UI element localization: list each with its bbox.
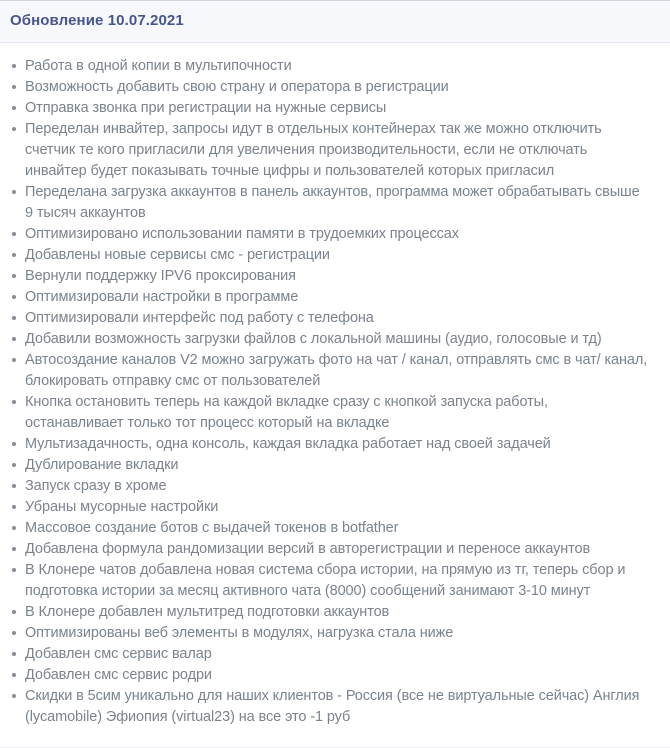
bullet-icon bbox=[12, 190, 16, 194]
list-item-text: Возможность добавить свою страну и оператора в регистрации bbox=[25, 79, 449, 95]
list-item bbox=[10, 686, 648, 728]
list-item-text: Автосоздание каналов V2 можно загружать фото на чат / канал, отправлять смс в чат/ канал, блокировать отправку смс от пользователей bbox=[25, 352, 648, 389]
list-item-text: Оптимизированы веб элементы в модулях, нагрузка стала ниже bbox=[25, 625, 454, 641]
bullet-icon bbox=[12, 694, 16, 698]
bullet-icon bbox=[12, 568, 16, 572]
list-item bbox=[10, 392, 648, 434]
changelog-body bbox=[0, 43, 670, 744]
list-item-text: Вернули поддержку IPV6 проксирования bbox=[25, 268, 296, 284]
list-item-text: Добавлена формула рандомизации версий в авторегистрации и переносе аккаунтов bbox=[25, 541, 591, 557]
bullet-icon bbox=[12, 526, 16, 530]
changelog-list bbox=[10, 56, 648, 728]
bullet-icon bbox=[12, 232, 16, 236]
list-item bbox=[10, 224, 648, 245]
list-item-text: Скидки в 5сим уникально для наших клиентов - Россия (все не виртуальные сейчас) Англия (lycamobile) Эфиопия (virtual23) на все это -1 руб bbox=[25, 688, 640, 725]
list-item bbox=[10, 287, 648, 308]
list-item bbox=[10, 98, 648, 119]
list-item-text: Оптимизировали интерфейс под работу с телефона bbox=[25, 310, 374, 326]
list-item-text: Добавлен смс сервис родри bbox=[25, 667, 212, 683]
list-item bbox=[10, 644, 648, 665]
bullet-icon bbox=[12, 64, 16, 68]
bullet-icon bbox=[12, 547, 16, 551]
bullet-icon bbox=[12, 337, 16, 341]
bullet-icon bbox=[12, 85, 16, 89]
list-item bbox=[10, 602, 648, 623]
list-item-text: Переделан инвайтер, запросы идут в отдельных контейнерах так же можно отключить счетчик те кого пригласили для увеличения производительности, если не отключать инвайтер будет показывать точные цифры и пользователей которых пригласил bbox=[25, 121, 602, 179]
bullet-icon bbox=[12, 505, 16, 509]
bullet-icon bbox=[12, 442, 16, 446]
list-item-text: Оптимизировали настройки в программе bbox=[25, 289, 299, 305]
list-item bbox=[10, 497, 648, 518]
list-item bbox=[10, 329, 648, 350]
bullet-icon bbox=[12, 631, 16, 635]
list-item-text: Добавлены новые сервисы смс - регистрации bbox=[25, 247, 330, 263]
list-item-text: Переделана загрузка аккаунтов в панель аккаунтов, программа может обрабатывать свыше 9 тысяч аккаунтов bbox=[25, 184, 640, 221]
list-item-text: В Клонере чатов добавлена новая система сбора истории, на прямую из тг, теперь сбор и подготовка истории за месяц активного чата (8000) сообщений занимают 3-10 минут bbox=[25, 562, 626, 599]
list-item-text: Отправка звонка при регистрации на нужные сервисы bbox=[25, 100, 387, 116]
page-title: Обновление 10.07.2021 bbox=[10, 12, 184, 29]
list-item bbox=[10, 266, 648, 287]
list-item-text: Добавлен смс сервис валар bbox=[25, 646, 212, 662]
list-item bbox=[10, 434, 648, 455]
bullet-icon bbox=[12, 463, 16, 467]
list-item-text: Убраны мусорные настройки bbox=[25, 499, 219, 515]
list-item bbox=[10, 56, 648, 77]
list-item bbox=[10, 350, 648, 392]
list-item-text: Запуск сразу в хроме bbox=[25, 478, 167, 494]
bullet-icon bbox=[12, 106, 16, 110]
bullet-icon bbox=[12, 253, 16, 257]
bullet-icon bbox=[12, 358, 16, 362]
bullet-icon bbox=[12, 400, 16, 404]
list-item bbox=[10, 308, 648, 329]
bullet-icon bbox=[12, 295, 16, 299]
list-item bbox=[10, 623, 648, 644]
list-item bbox=[10, 119, 648, 182]
list-item-text: Массовое создание ботов с выдачей токенов в botfather bbox=[25, 520, 399, 536]
list-item-text: Мультизадачность, одна консоль, каждая вкладка работает над своей задачей bbox=[25, 436, 551, 452]
bullet-icon bbox=[12, 127, 16, 131]
list-item bbox=[10, 77, 648, 98]
list-item bbox=[10, 518, 648, 539]
changelog-header bbox=[0, 1, 670, 43]
list-item-text: В Клонере добавлен мультитред подготовки аккаунтов bbox=[25, 604, 390, 620]
bullet-icon bbox=[12, 673, 16, 677]
list-item-text: Оптимизировано использовании памяти в трудоемких процессах bbox=[25, 226, 459, 242]
bullet-icon bbox=[12, 652, 16, 656]
list-item bbox=[10, 455, 648, 476]
list-item bbox=[10, 539, 648, 560]
bullet-icon bbox=[12, 610, 16, 614]
list-item bbox=[10, 560, 648, 602]
bullet-icon bbox=[12, 316, 16, 320]
list-item bbox=[10, 476, 648, 497]
list-item-text: Работа в одной копии в мультипочности bbox=[25, 58, 292, 74]
list-item bbox=[10, 665, 648, 686]
list-item bbox=[10, 245, 648, 266]
bullet-icon bbox=[12, 274, 16, 278]
bullet-icon bbox=[12, 484, 16, 488]
list-item-text: Добавили возможность загрузки файлов с локальной машины (аудио, голосовые и тд) bbox=[25, 331, 602, 347]
list-item-text: Кнопка остановить теперь на каждой вкладке сразу с кнопкой запуска работы, останавливает только тот процесс который на вкладке bbox=[25, 394, 548, 431]
list-item bbox=[10, 182, 648, 224]
list-item-text: Дублирование вкладки bbox=[25, 457, 179, 473]
